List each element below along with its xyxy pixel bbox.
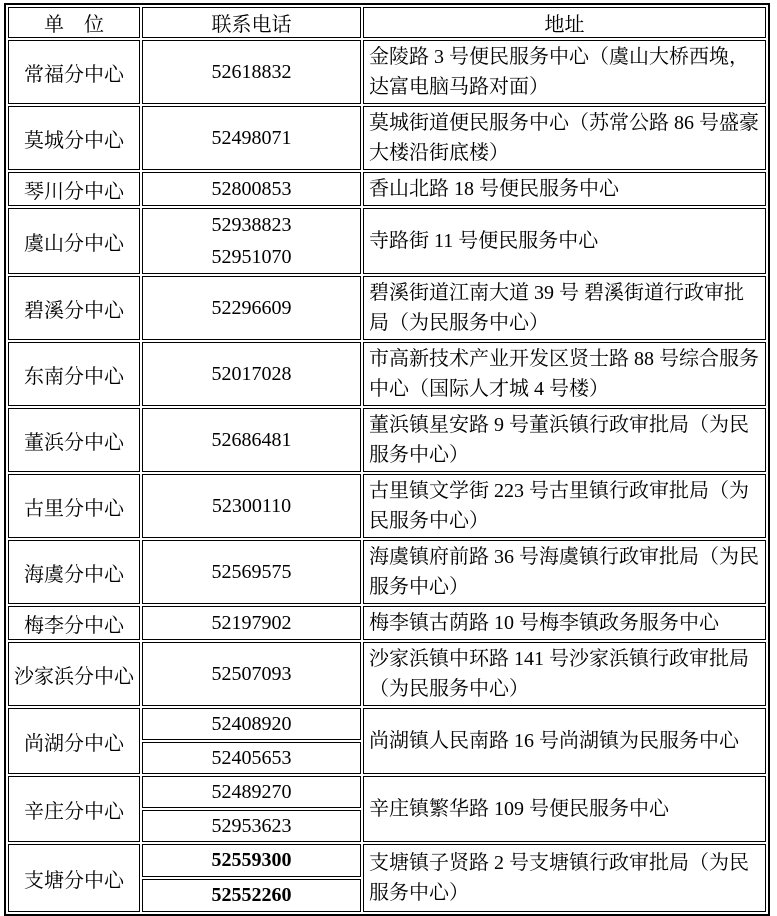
table-row: [8, 172, 766, 206]
table-row: [8, 106, 766, 170]
address-cell: 莫城街道便民服务中心（苏常公路 86 号盛豪大楼沿街底楼）: [363, 106, 766, 170]
phone-cell: 52686481: [142, 408, 361, 472]
phone-cell: 52953623: [142, 810, 361, 842]
unit-cell: 梅李分中心: [8, 606, 140, 640]
phone-cell: 52017028: [142, 342, 361, 406]
address-cell: 梅李镇古荫路 10 号梅李镇政务服务中心: [363, 606, 766, 640]
table-row: [8, 844, 766, 877]
phone-cell: 52618832: [142, 40, 361, 104]
phone-cell: 52489270: [142, 776, 361, 808]
unit-cell: 沙家浜分中心: [8, 642, 140, 706]
phone-line: 52951070: [211, 246, 292, 268]
address-cell: 寺路街 11 号便民服务中心: [363, 208, 766, 274]
phone-cell: 52552260: [142, 879, 361, 912]
address-cell: 香山北路 18 号便民服务中心: [363, 172, 766, 206]
unit-cell: 古里分中心: [8, 474, 140, 538]
col-header-phone: 联系电话: [142, 7, 361, 38]
unit-cell: 莫城分中心: [8, 106, 140, 170]
address-cell: 海虞镇府前路 36 号海虞镇行政审批局（为民服务中心）: [363, 540, 766, 604]
phone-cell: 52300110: [142, 474, 361, 538]
unit-cell: 碧溪分中心: [8, 276, 140, 340]
table-row: [8, 208, 766, 274]
unit-cell: 董浜分中心: [8, 408, 140, 472]
phone-cell: 52296609: [142, 276, 361, 340]
address-cell: 董浜镇星安路 9 号董浜镇行政审批局（为民服务中心）: [363, 408, 766, 472]
unit-cell: 辛庄分中心: [8, 776, 140, 842]
unit-cell: 琴川分中心: [8, 172, 140, 206]
phone-cell: 52800853: [142, 172, 361, 206]
table-row: [8, 408, 766, 472]
phone-cell: 52405653: [142, 742, 361, 774]
unit-cell: 虞山分中心: [8, 208, 140, 274]
header-row: [8, 7, 766, 38]
address-cell: 沙家浜镇中环路 141 号沙家浜镇行政审批局（为民服务中心）: [363, 642, 766, 706]
table-row: [8, 40, 766, 104]
phone-cell: 52559300: [142, 844, 361, 877]
address-cell: 市高新技术产业开发区贤士路 88 号综合服务中心（国际人才城 4 号楼）: [363, 342, 766, 406]
unit-cell: 常福分中心: [8, 40, 140, 104]
phone-cell: 52408920: [142, 708, 361, 740]
table-row: [8, 642, 766, 706]
address-cell: 尚湖镇人民南路 16 号尚湖镇为民服务中心: [363, 708, 766, 774]
phone-cell: 52507093: [142, 642, 361, 706]
table-row: [8, 474, 766, 538]
phone-cell: 52569575: [142, 540, 361, 604]
table-row: [8, 776, 766, 808]
address-cell: 支塘镇子贤路 2 号支塘镇行政审批局（为民服务中心）: [363, 844, 766, 912]
unit-cell: 海虞分中心: [8, 540, 140, 604]
unit-cell: 尚湖分中心: [8, 708, 140, 774]
phone-line: 52938823: [211, 214, 292, 236]
table-row: [8, 606, 766, 640]
table-row: [8, 342, 766, 406]
table-row: [8, 708, 766, 740]
address-cell: 金陵路 3 号便民服务中心（虞山大桥西堍，达富电脑马路对面）: [363, 40, 766, 104]
phone-cell: [142, 208, 361, 274]
address-cell: 碧溪街道江南大道 39 号 碧溪街道行政审批局（为民服务中心）: [363, 276, 766, 340]
phone-cell: 52498071: [142, 106, 361, 170]
unit-cell: 东南分中心: [8, 342, 140, 406]
phone-cell: 52197902: [142, 606, 361, 640]
table-row: [8, 540, 766, 604]
address-cell: 辛庄镇繁华路 109 号便民服务中心: [363, 776, 766, 842]
address-cell: 古里镇文学街 223 号古里镇行政审批局（为民服务中心）: [363, 474, 766, 538]
table-row: [8, 276, 766, 340]
contact-table: [4, 3, 770, 916]
unit-cell: 支塘分中心: [8, 844, 140, 912]
col-header-address: 地址: [363, 7, 766, 38]
col-header-unit: 单 位: [8, 7, 140, 38]
